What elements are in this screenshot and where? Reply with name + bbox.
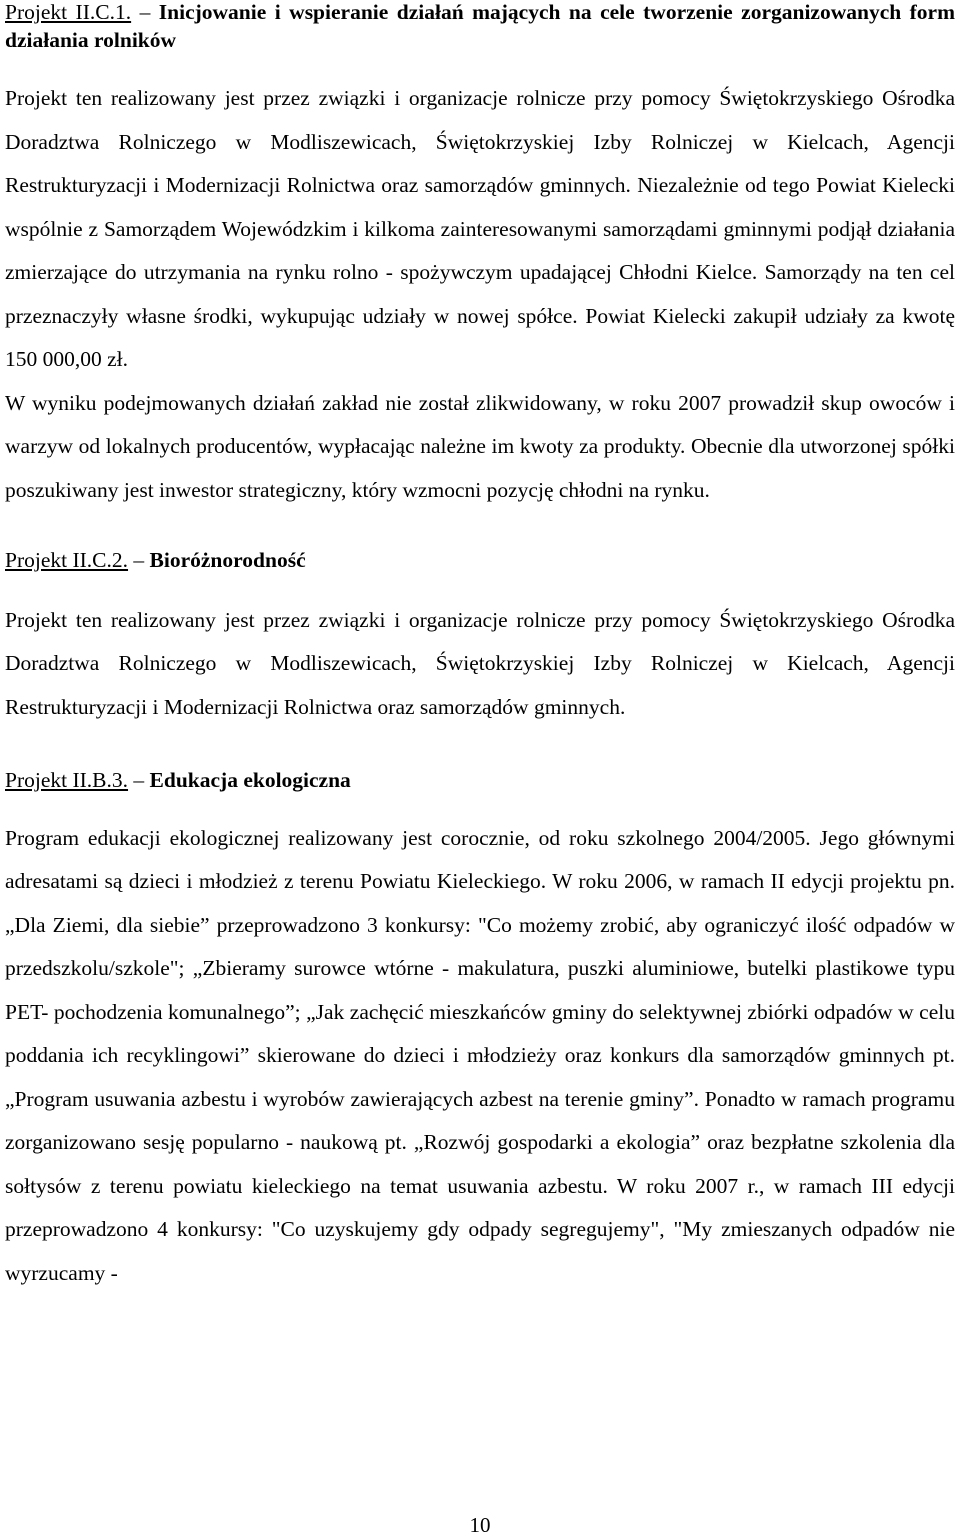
paragraph: Program edukacji ekologicznej realizowany jest corocznie, od roku szkolnego 2004/2005. Jego głównymi adresatami są dzieci i młodzież z terenu Powiatu Kieleckiego. W roku 2006, w ramach II edycji projektu pn. „Dla Ziemi, dla siebie” przeprowadzono 3 konkursy: "Co możemy zrobić, aby ograniczyć ilość odpadów w przedszkolu/szkole"; „Zbieramy surowce wtórne - makulatura, puszki aluminiowe, butelki plastikowe typu PET- pochodzenia komunalnego”; „Jak zachęcić mieszkańców gminy do selektywnej zbiórki odpadów w celu poddania ich recyklingowi” skierowane do dzieci i młodzieży oraz konkurs dla samorządów gminnych pt. „Program usuwania azbestu i wyrobów zawierających azbest na terenie gminy”. Ponadto w ramach programu zorganizowano sesję popularno - naukową pt. „Rozwój gospodarki a ekologia” oraz bezpłatne szkolenia dla sołtysów z terenu powiatu kieleckiego na temat usuwania azbestu. W roku 2007 r., w ramach III edycji przeprowadzono 4 konkursy: "Co uzyskujemy gdy odpady segregujemy", "My zmieszanych odpadów nie wyrzucamy - <box>5 825 955 1285</box>
section-title: Bioróżnorodność <box>149 548 306 572</box>
project-reference: Projekt II.C.1. <box>5 0 132 24</box>
project-reference: Projekt II.B.3. <box>5 768 129 792</box>
section-heading-ii-b-3 <box>5 759 955 803</box>
page-number: 10 <box>469 1513 491 1537</box>
heading-dash: – <box>128 768 150 792</box>
section-heading-ii-c-2 <box>5 539 955 583</box>
heading-dash: – <box>131 0 159 24</box>
section-title: Inicjowanie i wspieranie działań mających na cele tworzenie zorganizowanych form działania rolników <box>5 0 956 52</box>
paragraph: Projekt ten realizowany jest przez związki i organizacje rolnicze przy pomocy Świętokrzyskiego Ośrodka Doradztwa Rolniczego w Modliszewicach, Świętokrzyskiej Izby Rolniczej w Kielcach, Agencji Restrukturyzacji i Modernizacji Rolnictwa oraz samorządów gminnych. <box>5 607 955 719</box>
heading-dash: – <box>128 548 150 572</box>
section-title: Edukacja ekologiczna <box>149 768 351 792</box>
paragraph: W wyniku podejmowanych działań zakład nie został zlikwidowany, w roku 2007 prowadził skup owoców i warzyw od lokalnych producentów, wypłacając należne im kwoty za produkty. Obecnie dla utworzonej spółki poszukiwany jest inwestor strategiczny, który wzmocni pozycję chłodni na rynku. <box>5 390 955 502</box>
document-page <box>5 0 955 1295</box>
paragraph: Projekt ten realizowany jest przez związki i organizacje rolnicze przy pomocy Świętokrzyskiego Ośrodka Doradztwa Rolniczego w Modliszewicach, Świętokrzyskiej Izby Rolniczej w Kielcach, Agencji Restrukturyzacji i Modernizacji Rolnictwa oraz samorządów gminnych. Niezależnie od tego Powiat Kielecki wspólnie z Samorządem Wojewódzkim i kilkoma zainteresowanymi samorządami gminnymi podjął działania zmierzające do utrzymania na rynku rolno - spożywczym upadającej Chłodni Kielce. Samorządy na ten cel przeznaczyły własne środki, wykupując udziały w nowej spółce. Powiat Kielecki zakupił udziały za kwotę 150 000,00 zł. <box>5 86 955 371</box>
project-reference: Projekt II.C.2. <box>5 548 129 572</box>
section-heading-ii-c-1 <box>5 0 955 54</box>
